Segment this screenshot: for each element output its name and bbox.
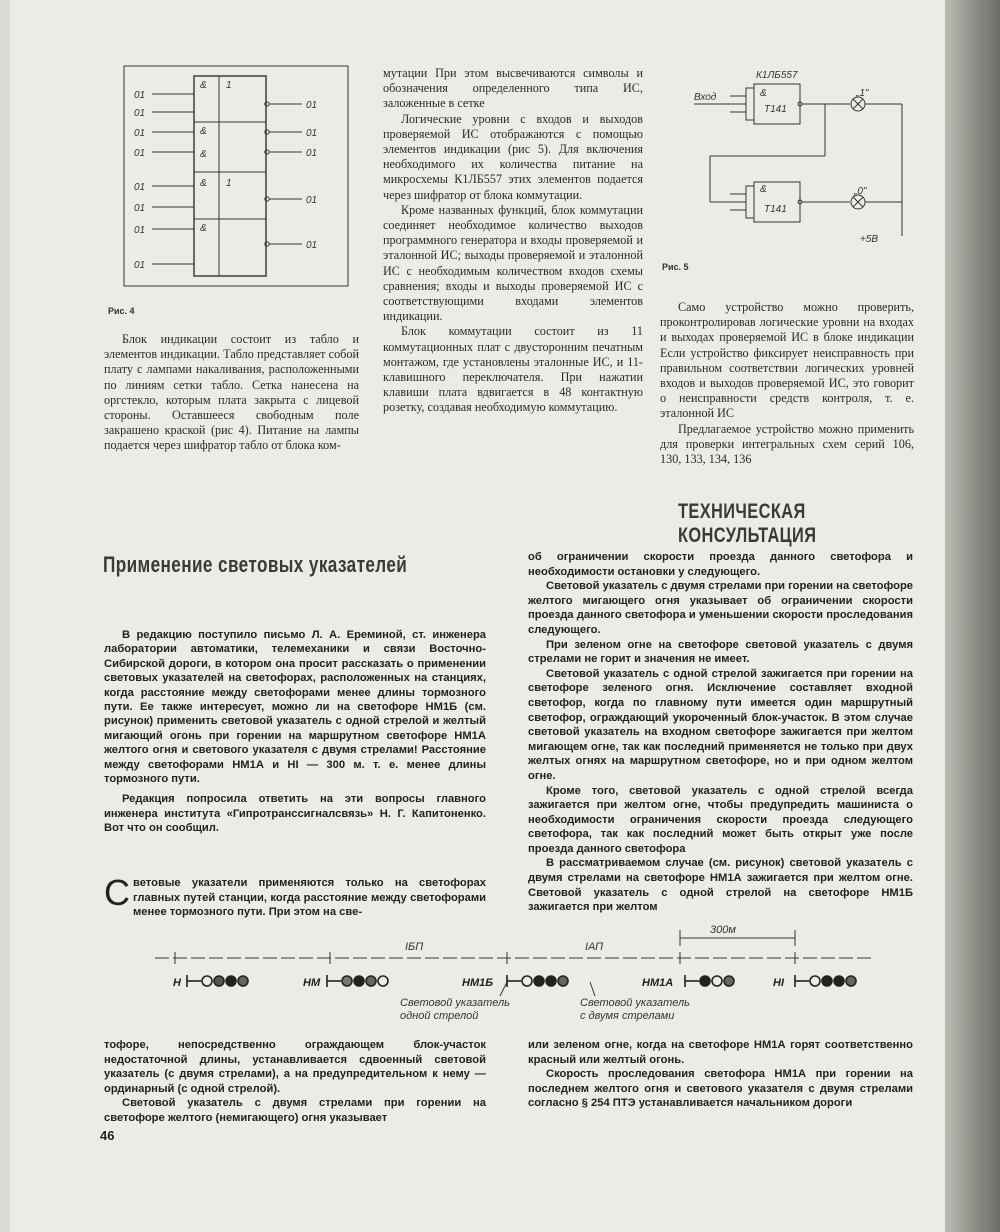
fig4-output-label: 01: [306, 148, 318, 159]
signal-nm-label: НМ: [303, 977, 321, 989]
fig4-and-gate: &: [200, 126, 207, 137]
fig5-power-label: +5В: [860, 234, 879, 245]
signal-nm1b-label: НМ1Б: [462, 977, 494, 989]
track-distance-label: 300м: [710, 924, 736, 936]
fig4-output-label: 01: [306, 195, 318, 206]
figure-4-diagram: [122, 64, 352, 289]
fig4-and-gate: &: [200, 223, 207, 234]
track-section-1a: IАП: [585, 941, 604, 953]
fig4-input-label: 01: [134, 108, 146, 119]
signal-h-label: Н: [173, 977, 181, 989]
fig4-input-label: 01: [134, 260, 146, 271]
track-diagram: [155, 920, 895, 1025]
pointer-two-arrows-label: с двумя стрелами: [580, 1010, 675, 1022]
fig5-output-0-label: „0": [854, 186, 867, 197]
article-intro: [104, 628, 486, 842]
pointer-one-arrow-label: одной стрелой: [400, 1010, 479, 1022]
fig4-output-label: 01: [306, 100, 318, 111]
intro-paragraph: Редакция попросила ответить на эти вопросы главного инженера института «Гипротранссигналсвязь» Н. Г. Капитоненко. Вот что он сообщил.: [104, 793, 486, 835]
section-title: ТЕХНИЧЕСКАЯ КОНСУЛЬТАЦИЯ: [678, 500, 817, 547]
fig4-output-label: 01: [306, 128, 318, 139]
track-section-1b: IБП: [405, 941, 424, 953]
column-1-text: [104, 332, 359, 454]
figure-5-diagram: [690, 66, 915, 256]
article-bottom-left: [104, 1038, 486, 1126]
fig4-and-gate: &: [200, 80, 207, 91]
paragraph: Само устройство можно проверить, проконтролировав логические уровни на входах и выходах проверяемой ИС в блоке индикации Если устройство фиксирует неисправность при правильном соответствии логических уровней входов и выходов проверяемой ИС, это говорит о неисправности средств контроля, т. е. эталонной ИС: [660, 300, 914, 421]
article-bottom-right: [528, 1038, 913, 1111]
page-edge-shadow: [945, 0, 1000, 1232]
fig4-output-label: 01: [306, 240, 318, 251]
paragraph: Кроме названных функций, блок коммутации соединяет необходимое количество выходов программного генератора и входы проверяемой и эталонной ИС; выходы проверяемой и эталонной ИС с необходимым количеством входов схемы сравнения; входы и выходы проверяемой ИС с соответствующими входами элементов индикации.: [383, 202, 643, 324]
paragraph: Блок коммутации состоит из 11 коммутационных плат с двусторонним печатным монтажом, где установлены эталонные ИС, и 11-клавишного переключателя. При нажатии клавиши плата вдвигается в 48 контактную розетку, создавая необходимую коммутацию.: [383, 324, 643, 415]
column-3-text: [660, 300, 914, 467]
fig5-and-sign: &: [760, 184, 767, 195]
fig5-input-label: Вход: [694, 92, 717, 103]
paragraph: Скорость проследования светофора НМ1А при горении на последнем желтого огня и светового указателя с двумя стрелами согласно § 254 ПТЭ устанавливается начальником дороги: [528, 1068, 913, 1110]
figure-4-caption: Рис. 4: [108, 306, 135, 316]
fig4-and-gate: &: [200, 178, 207, 189]
fig5-and-sign: &: [760, 88, 767, 99]
fig4-or-gate: 1: [226, 178, 232, 189]
paragraph: Предлагаемое устройство можно применить для проверки интегральных схем серий 106, 130, 133, 134, 136: [660, 421, 914, 467]
paragraph: Световой указатель с одной стрелой зажигается при горении на светофоре зеленого огня. Исключение составляет входной светофор, когда по главному пути имеется один маршрутный светофор, ограждающий укороченный блок-участок. В этом случае световой указатель на входном светофоре зажигается при желтом мигающем огне, так как последний применяется не только при двух желтых огнях на маршрутном светофоре, но и при одном желтом огне.: [528, 667, 913, 782]
paragraph: Световой указатель с двумя стрелами при горении на светофоре желтого (немигающего) огня указывает: [104, 1097, 486, 1124]
fig4-input-label: 01: [134, 225, 146, 236]
fig5-output-1-label: „1": [856, 88, 869, 99]
paragraph: В рассматриваемом случае (см. рисунок) световой указатель с двумя стрелами на светофоре НМ1А зажигается при желтом огне. Световой указатель с одной стрелой на светофоре НМ1Б зажигается при желтом: [528, 857, 913, 914]
paragraph: ветовые указатели применяются только на светофорах главных путей станции, когда расстояние между светофорами менее тормозного пути. При этом на све-: [133, 877, 486, 919]
paragraph: Световой указатель с двумя стрелами при горении на светофоре желтого мигающего огня указывает об ограничении скорости проезда данного светофора и уменьшении скорости проследования следующего.: [528, 580, 913, 636]
page-number: 46: [100, 1128, 115, 1143]
paragraph: тофоре, непосредственно ограждающем блок-участок недостаточной длины, устанавливается сдвоенный световой указатель (с двумя стрелами), а на предупредительном к нему — ординарный (с одной стрелой).: [104, 1039, 486, 1095]
intro-paragraph: В редакцию поступило письмо Л. А. Ереминой, ст. инженера лаборатории автоматики, телемеханики и связи Восточно-Сибирской дороги, в котором она просит рассказать о применении световых указателей на светофорах, расположенных на станциях, когда расстояние между светофорами менее длины тормозного пути. Ее также интересует, можно ли на светофоре НМ1Б (см. рисунок) применить световой указатель с одной стрелой и желтый мигающий огонь при горении на маршрутном светофоре НМ1А желтого огня и светового указателя с двумя стрелами! Расстояние между светофорами НМ1А и НI — 300 м. т. е. менее длины тормозного пути.: [104, 629, 486, 786]
fig4-input-label: 01: [134, 128, 146, 139]
article-title: Применение световых указателей: [103, 552, 408, 577]
fig4-or-gate: 1: [226, 80, 232, 91]
pointer-two-arrows-label: Световой указатель: [580, 997, 690, 1009]
signal-nm1a-label: НМ1А: [642, 977, 674, 989]
drop-cap: С: [104, 872, 130, 913]
paragraph: или зеленом огне, когда на светофоре НМ1А горят соответственно красный или желтый огонь.: [528, 1039, 913, 1066]
column-2-text: [383, 66, 643, 416]
paragraph: Логические уровни с входов и выходов проверяемой ИС отображаются с помощью элементов индикации (рис 5). Для включения необходимого их количества питание на микросхемы К1ЛБ557 этих элементов подается через шифратор от блока коммутации.: [383, 111, 643, 202]
fig4-input-label: 01: [134, 203, 146, 214]
paragraph: мутации При этом высвечиваются символы и обозначения определенного типа ИС, заложенные в сетке: [383, 66, 643, 111]
fig4-input-label: 01: [134, 148, 146, 159]
figure-5-caption: Рис. 5: [662, 262, 689, 272]
fig5-gate-top-label: Т141: [764, 104, 787, 115]
fig4-input-label: 01: [134, 90, 146, 101]
paragraph: Кроме того, световой указатель с одной стрелой всегда зажигается при желтом огне, чтобы предупредить машиниста о необходимости ограничения скорости проезда следующего светофора, так как последний может быть открыт уже после проезда данного светофора: [528, 784, 913, 855]
pointer-one-arrow-label: Световой указатель: [400, 997, 510, 1009]
paragraph: Блок индикации состоит из таблo и элементов индикации. Табло представляет собой плату с лампами накаливания, расположенными по линиям сетки табло. Сетка нанесена на оргстекло, которым плата закрыта с лицевой стороны. Оставшееся свободным поле закрашено краской (рис 4). Питание на лампы подается через шифратор табло от блока ком-: [104, 332, 359, 453]
paragraph: об ограничении скорости проезда данного светофора и необходимости остановки у следующего.: [528, 551, 913, 578]
fig4-and-gate: &: [200, 149, 207, 160]
article-body-left: [104, 872, 486, 920]
paragraph: При зеленом огне на светофоре световой указатель с двумя стрелами не горит и значения не имеет.: [528, 638, 913, 666]
signal-n1-label: НI: [773, 977, 784, 989]
fig4-input-label: 01: [134, 182, 146, 193]
fig5-gate-bottom-label: Т141: [764, 204, 787, 215]
fig5-chip-label: К1ЛБ557: [756, 70, 798, 81]
article-body-right: [528, 550, 913, 915]
